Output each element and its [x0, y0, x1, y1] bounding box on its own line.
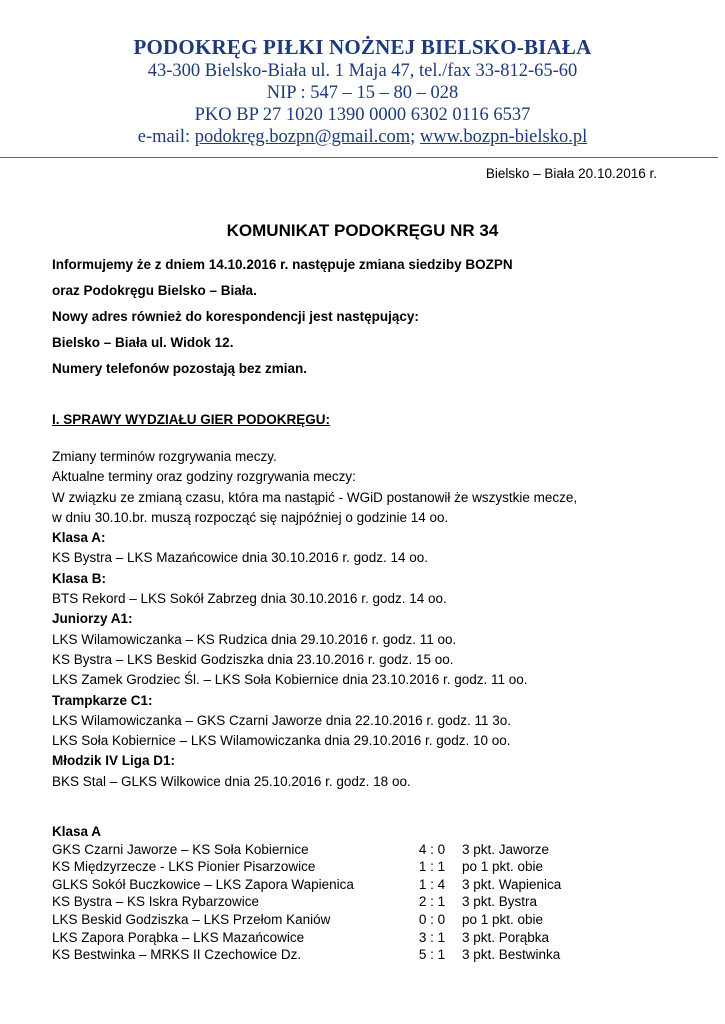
result-points: 3 pkt. Wapienica — [462, 876, 562, 892]
notice-line: Numery telefonów pozostają bez zmian. — [52, 361, 308, 376]
result-match: GLKS Sokół Buczkowice – LKS Zapora Wapienica — [52, 876, 354, 892]
results-category-label: Klasa A — [52, 824, 102, 839]
result-match: KS Bystra – KS Iskra Rybarzowice — [52, 894, 260, 910]
schedule-item: LKS Wilamowiczanka – KS Rudzica dnia 29.10.2016 r. godz. 11 oo. — [52, 631, 457, 647]
notice-line: oraz Podokręgu Bielsko – Biała. — [52, 283, 257, 298]
schedule-item: KS Bystra – LKS Mazańcowice dnia 30.10.2016 r. godz. 14 oo. — [52, 550, 428, 566]
result-row — [52, 929, 550, 947]
schedule-item: KS Bystra – LKS Beskid Godziszka dnia 23.10.2016 r. godz. 15 oo. — [52, 651, 454, 667]
organization-name: PODOKRĘG PIŁKI NOŻNEJ BIELSKO-BIAŁA — [133, 35, 592, 59]
category-label: Klasa A: — [52, 530, 106, 546]
organization-contact — [0, 126, 725, 148]
result-score: 2 : 1 — [418, 894, 446, 910]
result-score: 4 : 0 — [418, 841, 446, 857]
organization-address: 43-300 Bielsko-Biała ul. 1 Maja 47, tel./fax 33-812-65-60 — [147, 61, 578, 81]
result-points: po 1 pkt. obie — [462, 911, 544, 927]
result-match: LKS Beskid Godziszka – LKS Przełom Kaniów — [52, 911, 331, 927]
section-title: I. SPRAWY WYDZIAŁU GIER PODOKRĘGU: — [52, 412, 331, 427]
result-match: KS Międzyrzecze - LKS Pionier Pisarzowice — [52, 859, 316, 875]
notice-line: Nowy adres również do korespondencji jest następujący: — [52, 309, 419, 324]
result-score: 0 : 0 — [418, 911, 446, 927]
result-points: 3 pkt. Porąbka — [462, 929, 550, 945]
contact-separator: ; — [410, 127, 420, 147]
result-points: po 1 pkt. obie — [462, 859, 544, 875]
result-points: 3 pkt. Bystra — [462, 894, 538, 910]
email-prefix: e-mail: — [137, 127, 195, 147]
result-match: GKS Czarni Jaworze – KS Soła Kobiernice — [52, 841, 309, 857]
result-row — [52, 946, 561, 964]
category-label: Młodzik IV Liga D1: — [52, 753, 176, 769]
schedule-item: LKS Wilamowiczanka – GKS Czarni Jaworze dnia 22.10.2016 r. godz. 11 3o. — [52, 712, 511, 728]
result-score: 5 : 1 — [418, 947, 446, 963]
category-label: Juniorzy A1: — [52, 611, 133, 627]
organization-nip: NIP : 547 – 15 – 80 – 028 — [266, 83, 459, 103]
intro-line: W związku ze zmianą czasu, która ma nastąpić - WGiD postanowił że wszystkie mecze, — [52, 489, 578, 505]
category-label: Klasa B: — [52, 570, 107, 586]
result-score: 3 : 1 — [418, 929, 446, 945]
intro-line: Aktualne terminy oraz godziny rozgrywania meczy: — [52, 469, 356, 485]
result-score: 1 : 1 — [418, 859, 446, 875]
result-score: 1 : 4 — [418, 876, 446, 892]
letterhead — [0, 34, 725, 148]
document-heading: KOMUNIKAT PODOKRĘGU NR 34 — [226, 221, 499, 240]
notice-line: Informujemy że z dniem 14.10.2016 r. następuje zmiana siedziby BOZPN — [52, 257, 513, 272]
website-link[interactable]: www.bozpn-bielsko.pl — [419, 127, 588, 147]
intro-line: w dniu 30.10.br. muszą rozpocząć się najpóźniej o godzinie 14 oo. — [52, 509, 449, 525]
result-points: 3 pkt. Jaworze — [462, 841, 550, 857]
schedule-item: LKS Soła Kobiernice – LKS Wilamowiczanka dnia 29.10.2016 r. godz. 10 oo. — [52, 733, 511, 749]
organization-bank-account: PKO BP 27 1020 1390 0000 6302 0116 6537 — [194, 105, 531, 125]
email-link[interactable]: podokręg.bozpn@gmail.com — [194, 127, 411, 147]
category-label: Trampkarze C1: — [52, 692, 153, 708]
result-match: KS Bestwinka – MRKS II Czechowice Dz. — [52, 947, 302, 963]
result-row — [52, 841, 550, 859]
schedule-item: BKS Stal – GLKS Wilkowice dnia 25.10.2016 r. godz. 18 oo. — [52, 773, 411, 789]
document-date: Bielsko – Biała 20.10.2016 r. — [485, 166, 657, 181]
schedule-item: BTS Rekord – LKS Sokół Zabrzeg dnia 30.10.2016 r. godz. 14 oo. — [52, 591, 447, 607]
results-table — [52, 823, 562, 964]
result-match: LKS Zapora Porąbka – LKS Mazańcowice — [52, 929, 305, 945]
result-row — [52, 911, 544, 929]
schedule-item: LKS Zamek Grodziec Śl. – LKS Soła Kobiernice dnia 23.10.2016 r. godz. 11 oo. — [52, 672, 528, 688]
result-row — [52, 858, 544, 876]
result-points: 3 pkt. Bestwinka — [462, 947, 561, 963]
schedule-changes — [52, 447, 577, 792]
intro-line: Zmiany terminów rozgrywania meczy. — [52, 449, 277, 464]
address-change-notice — [52, 256, 513, 386]
notice-line: Bielsko – Biała ul. Widok 12. — [52, 335, 234, 350]
letterhead-divider — [0, 157, 718, 158]
result-row — [52, 893, 538, 911]
result-row — [52, 876, 562, 894]
